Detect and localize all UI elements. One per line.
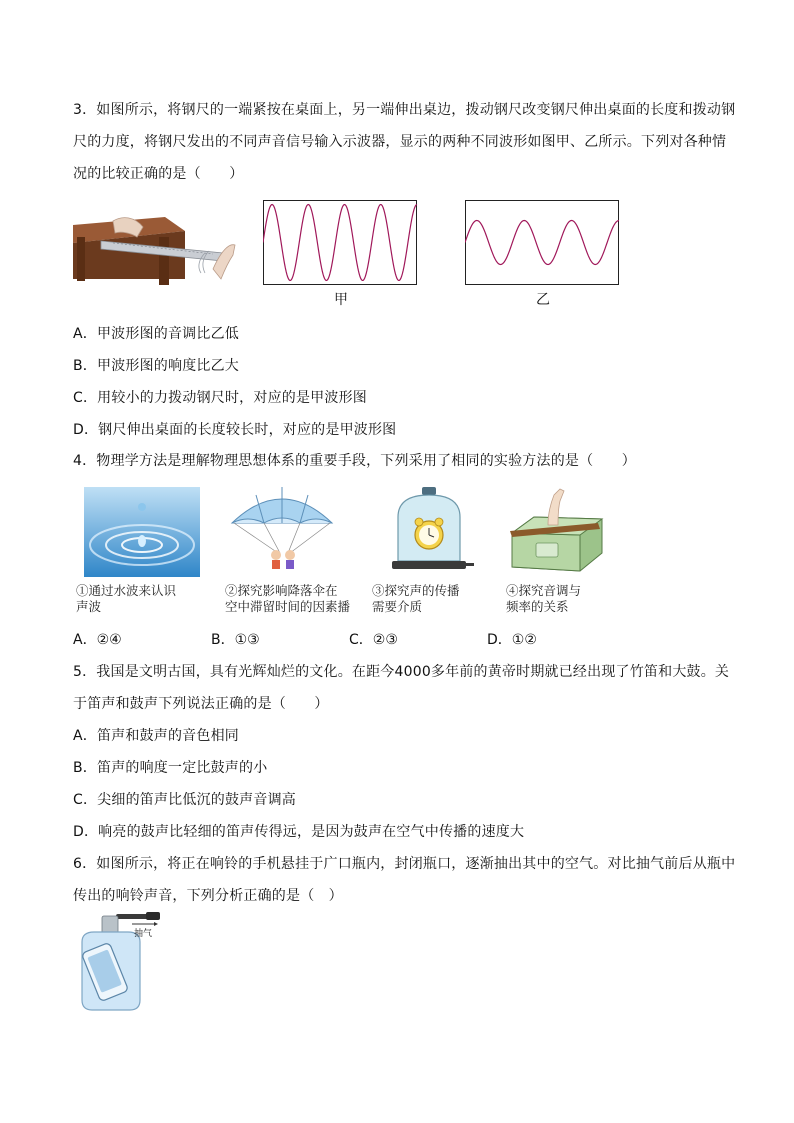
waveform-label-yi: 乙: [536, 292, 551, 308]
q3-stem-line-1: 3．如图所示，将钢尺的一端紧按在桌面上，另一端伸出桌边，拨动钢尺改变钢尺伸出桌面的长度和拨动钢: [73, 102, 736, 118]
ruler-on-table-illustration: [73, 207, 241, 289]
waveform-label-jia: 甲: [334, 292, 349, 308]
q6-stem-line-2: 传出的响铃声音，下列分析正确的是（ ）: [73, 888, 343, 904]
caption-4-line-1: ④探究音调与: [506, 583, 582, 598]
q3-stem-line-2: 尺的力度，将钢尺发出的不同声音信号输入示波器，显示的两种不同波形如图甲、乙所示。下列对各种情: [73, 134, 727, 150]
caption-1-line-2: 声波: [76, 599, 102, 614]
q4-stem: 4．物理学方法是理解物理思想体系的重要手段，下列采用了相同的实验方法的是（ ）: [73, 453, 636, 469]
bottle-with-phone-image: [72, 912, 162, 1014]
oscilloscope-waveform-yi: [465, 200, 620, 286]
q3-option-d: D．钢尺伸出桌面的长度较长时，对应的是甲波形图: [73, 422, 397, 438]
q3-stem-line-3: 况的比较正确的是（ ）: [73, 166, 244, 182]
caption-2-line-2: 空中滞留时间的因素播: [225, 599, 351, 614]
caption-4-line-2: 频率的关系: [506, 599, 569, 614]
caption-2-line-1: ②探究影响降落伞在: [225, 583, 338, 598]
bell-jar-alarm-clock-image: [384, 487, 474, 577]
oscilloscope-waveform-jia: [263, 200, 418, 286]
parachute-image: [226, 485, 338, 577]
q5-option-c: C．尖细的笛声比低沉的鼓声音调高: [73, 792, 296, 808]
q5-option-b: B．笛声的响度一定比鼓声的小: [73, 760, 268, 776]
q5-stem-line-2: 于笛声和鼓声下列说法正确的是（ ）: [73, 696, 329, 712]
q3-option-c: C．用较小的力拨动钢尺时，对应的是甲波形图: [73, 390, 367, 406]
q5-option-a: A．笛声和鼓声的音色相同: [73, 728, 239, 744]
q4-choice-b: B．①③: [211, 632, 260, 648]
q4-choice-d: D．①②: [487, 632, 537, 648]
caption-3-line-2: 需要介质: [372, 599, 423, 614]
q5-option-d: D．响亮的鼓声比轻细的笛声传得远，是因为鼓声在空气中传播的速度大: [73, 824, 525, 840]
q6-stem-line-1: 6．如图所示，将正在响铃的手机悬挂于广口瓶内，封闭瓶口，逐渐抽出其中的空气。对比抽气前后从瓶中: [73, 856, 736, 872]
q5-stem-line-1: 5．我国是文明古国，具有光辉灿烂的文化。在距今4000多年前的黄帝时期就已经出现了竹笛和大鼓。关: [73, 664, 730, 680]
q4-choice-c: C．②③: [349, 632, 398, 648]
q4-choice-a: A．②④: [73, 632, 122, 648]
pump-air-label: 抽气: [134, 929, 153, 939]
ruler-on-box-image: [508, 487, 604, 577]
water-ripple-image: [84, 487, 200, 577]
caption-3-line-1: ③探究声的传播: [372, 583, 460, 598]
caption-1-line-1: ①通过水波来认识: [76, 583, 177, 598]
q3-option-a: A．甲波形图的音调比乙低: [73, 326, 239, 342]
q3-option-b: B．甲波形图的响度比乙大: [73, 358, 240, 374]
